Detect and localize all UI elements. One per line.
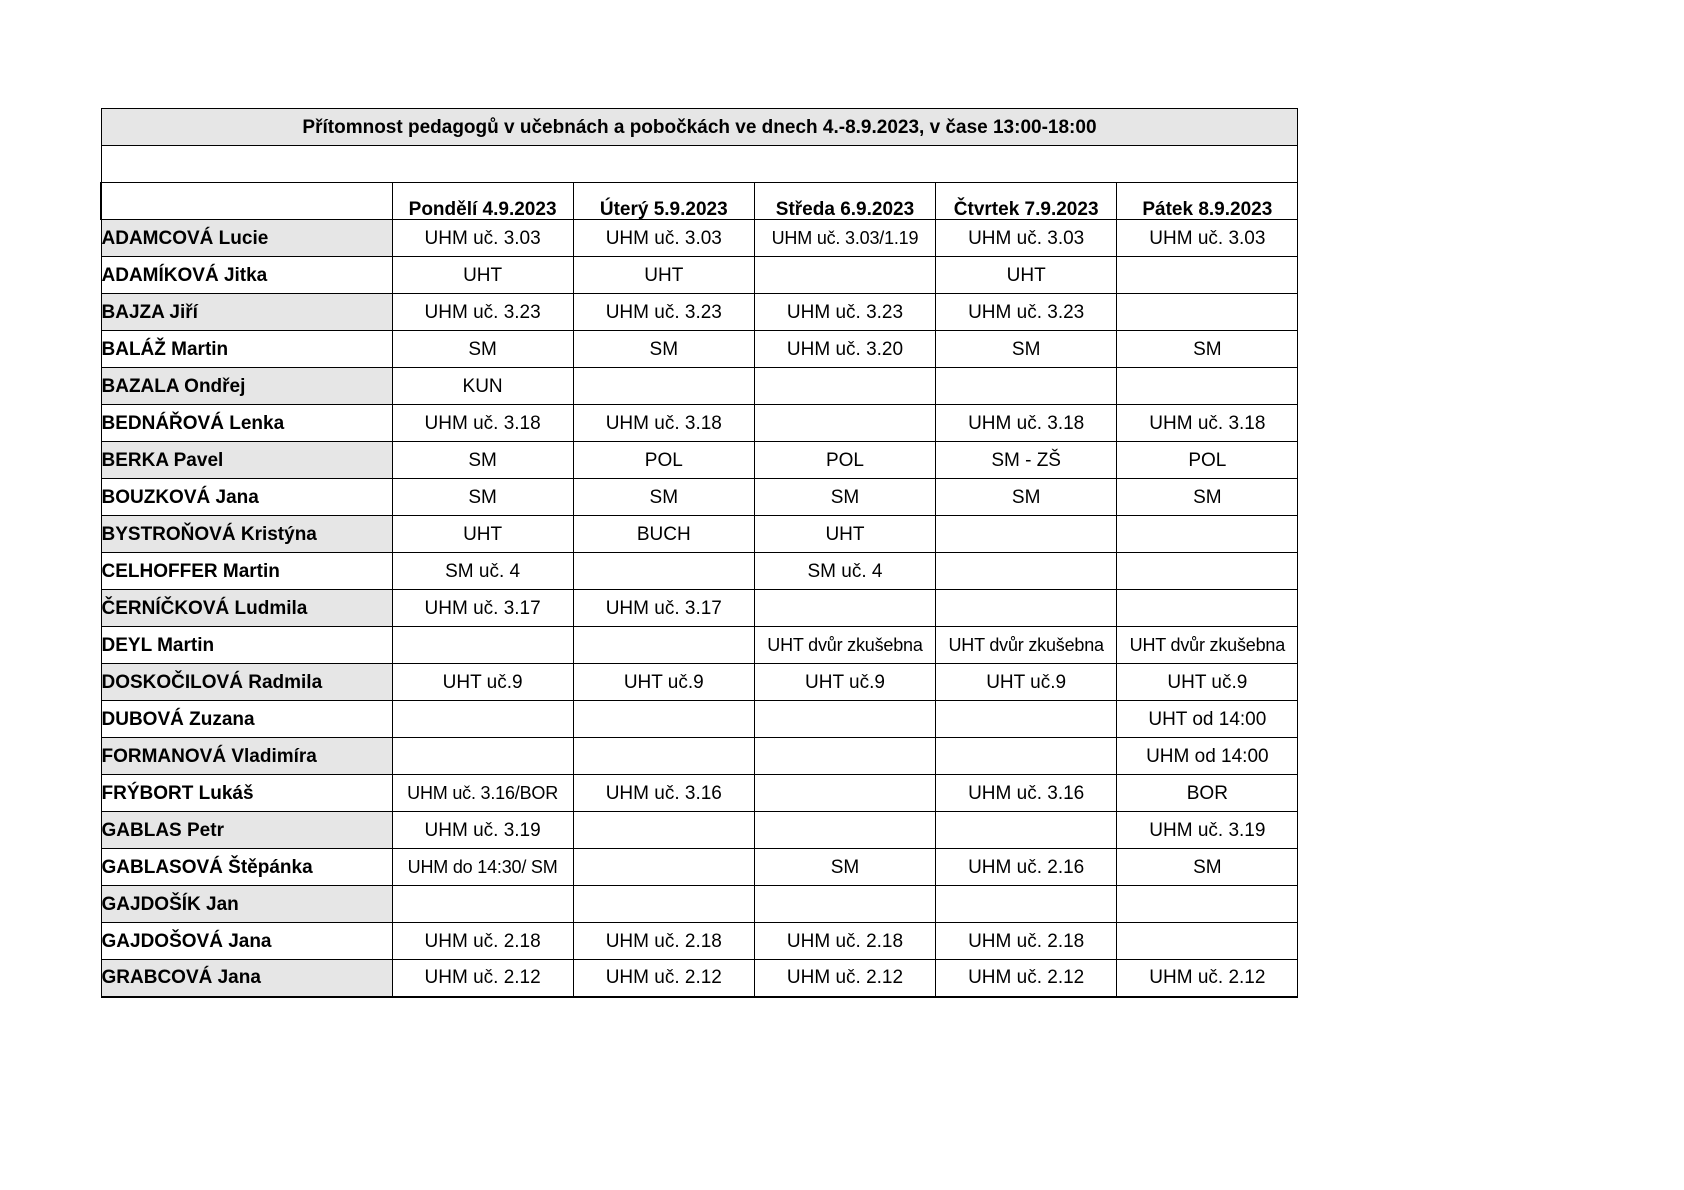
schedule-cell: UHM uč. 3.03	[1117, 220, 1298, 257]
schedule-cell	[573, 627, 754, 664]
schedule-cell	[754, 738, 935, 775]
schedule-cell: UHM uč. 2.12	[1117, 960, 1298, 997]
schedule-cell: UHM uč. 3.18	[1117, 405, 1298, 442]
table-row	[101, 664, 1298, 701]
schedule-cell	[392, 886, 573, 923]
table-row	[101, 479, 1298, 516]
day-header: Úterý 5.9.2023	[573, 183, 754, 220]
day-header: Pátek 8.9.2023	[1117, 183, 1298, 220]
table-row	[101, 442, 1298, 479]
table-row	[101, 553, 1298, 590]
schedule-cell	[573, 701, 754, 738]
schedule-cell: SM uč. 4	[392, 553, 573, 590]
schedule-cell	[754, 257, 935, 294]
day-header: Středa 6.9.2023	[754, 183, 935, 220]
schedule-cell: UHT uč.9	[573, 664, 754, 701]
table-row	[101, 849, 1298, 886]
teacher-name: BYSTROŇOVÁ Kristýna	[101, 516, 392, 553]
table-row	[101, 405, 1298, 442]
teacher-name: GAJDOŠOVÁ Jana	[101, 923, 392, 960]
schedule-cell	[936, 553, 1117, 590]
schedule-cell: UHM uč. 3.23	[754, 294, 935, 331]
schedule-cell: UHM uč. 3.17	[573, 590, 754, 627]
teacher-name: GAJDOŠÍK Jan	[101, 886, 392, 923]
schedule-cell: UHT	[392, 257, 573, 294]
schedule-cell: UHM uč. 3.19	[392, 812, 573, 849]
schedule-cell: UHT dvůr zkušebna	[1117, 627, 1298, 664]
schedule-cell	[392, 701, 573, 738]
header-row	[101, 183, 1298, 220]
schedule-cell: UHM uč. 3.23	[573, 294, 754, 331]
schedule-cell: UHM uč. 2.18	[936, 923, 1117, 960]
schedule-cell	[573, 553, 754, 590]
schedule-cell	[392, 738, 573, 775]
teacher-name: GABLASOVÁ Štěpánka	[101, 849, 392, 886]
schedule-cell: UHT uč.9	[392, 664, 573, 701]
schedule-cell: UHT uč.9	[936, 664, 1117, 701]
schedule-cell	[936, 812, 1117, 849]
schedule-cell: UHM uč. 3.20	[754, 331, 935, 368]
schedule-cell	[573, 812, 754, 849]
schedule-cell	[936, 886, 1117, 923]
schedule-cell: UHT	[392, 516, 573, 553]
teacher-name: BALÁŽ Martin	[101, 331, 392, 368]
schedule-cell	[1117, 294, 1298, 331]
schedule-cell	[936, 516, 1117, 553]
schedule-cell: SM	[392, 442, 573, 479]
schedule-cell: SM	[936, 331, 1117, 368]
schedule-cell: SM	[936, 479, 1117, 516]
day-header: Pondělí 4.9.2023	[392, 183, 573, 220]
schedule-cell: BOR	[1117, 775, 1298, 812]
schedule-cell: UHM uč. 3.18	[936, 405, 1117, 442]
schedule-cell	[754, 886, 935, 923]
schedule-cell: UHT dvůr zkušebna	[754, 627, 935, 664]
day-header: Čtvrtek 7.9.2023	[936, 183, 1117, 220]
table-row	[101, 886, 1298, 923]
schedule-cell: SM	[573, 479, 754, 516]
table-row	[101, 701, 1298, 738]
schedule-cell: UHM uč. 3.16	[573, 775, 754, 812]
schedule-cell	[936, 590, 1117, 627]
table-row	[101, 590, 1298, 627]
schedule-cell: UHM uč. 3.03	[573, 220, 754, 257]
schedule-cell: UHM uč. 3.23	[936, 294, 1117, 331]
schedule-cell: SM uč. 4	[754, 553, 935, 590]
schedule-cell: UHM uč. 2.16	[936, 849, 1117, 886]
teacher-name: ADAMCOVÁ Lucie	[101, 220, 392, 257]
schedule-cell: UHM uč. 3.03/1.19	[754, 220, 935, 257]
schedule-cell	[936, 701, 1117, 738]
page-title: Přítomnost pedagogů v učebnách a pobočkách ve dnech 4.-8.9.2023, v čase 13:00-18:00	[101, 109, 1298, 146]
schedule-cell	[754, 590, 935, 627]
schedule-cell: UHM uč. 3.18	[573, 405, 754, 442]
schedule-cell: SM	[392, 479, 573, 516]
schedule-cell: KUN	[392, 368, 573, 405]
schedule-sheet	[100, 108, 1297, 998]
schedule-table	[100, 108, 1298, 998]
teacher-name: GRABCOVÁ Jana	[101, 960, 392, 997]
teacher-name: BAJZA Jiří	[101, 294, 392, 331]
schedule-cell: UHT	[936, 257, 1117, 294]
schedule-cell	[1117, 923, 1298, 960]
schedule-cell: UHM uč. 2.12	[392, 960, 573, 997]
blank-row	[101, 146, 1298, 183]
table-row	[101, 627, 1298, 664]
schedule-cell: UHM uč. 3.23	[392, 294, 573, 331]
schedule-cell	[573, 886, 754, 923]
table-row	[101, 257, 1298, 294]
teacher-name: CELHOFFER Martin	[101, 553, 392, 590]
schedule-cell: SM	[392, 331, 573, 368]
table-row	[101, 960, 1298, 997]
schedule-cell	[936, 368, 1117, 405]
table-row	[101, 220, 1298, 257]
table-row	[101, 516, 1298, 553]
teacher-name: DUBOVÁ Zuzana	[101, 701, 392, 738]
schedule-cell	[1117, 516, 1298, 553]
schedule-cell	[754, 701, 935, 738]
schedule-cell: UHM uč. 2.18	[573, 923, 754, 960]
schedule-cell: UHM od 14:00	[1117, 738, 1298, 775]
schedule-cell: UHM uč. 3.19	[1117, 812, 1298, 849]
schedule-cell: POL	[573, 442, 754, 479]
schedule-cell: SM	[754, 479, 935, 516]
schedule-cell: UHM uč. 2.12	[936, 960, 1117, 997]
title-row	[101, 109, 1298, 146]
schedule-cell: POL	[754, 442, 935, 479]
schedule-cell	[754, 812, 935, 849]
teacher-name: GABLAS Petr	[101, 812, 392, 849]
table-row	[101, 812, 1298, 849]
teacher-name: DEYL Martin	[101, 627, 392, 664]
schedule-cell: UHT	[573, 257, 754, 294]
teacher-name: BEDNÁŘOVÁ Lenka	[101, 405, 392, 442]
schedule-cell: UHM uč. 2.18	[754, 923, 935, 960]
schedule-cell: UHM uč. 3.03	[936, 220, 1117, 257]
schedule-cell: SM	[1117, 479, 1298, 516]
teacher-name: FORMANOVÁ Vladimíra	[101, 738, 392, 775]
header-corner	[101, 183, 392, 220]
schedule-cell	[754, 368, 935, 405]
schedule-cell	[573, 368, 754, 405]
table-row	[101, 775, 1298, 812]
teacher-name: BOUZKOVÁ Jana	[101, 479, 392, 516]
schedule-cell: SM - ZŠ	[936, 442, 1117, 479]
table-row	[101, 923, 1298, 960]
schedule-cell: SM	[1117, 331, 1298, 368]
schedule-cell: UHM uč. 3.16/BOR	[392, 775, 573, 812]
schedule-cell: UHT uč.9	[754, 664, 935, 701]
table-row	[101, 331, 1298, 368]
schedule-cell: UHM uč. 3.03	[392, 220, 573, 257]
schedule-cell	[936, 738, 1117, 775]
schedule-cell: UHM do 14:30/ SM	[392, 849, 573, 886]
schedule-cell: BUCH	[573, 516, 754, 553]
schedule-cell: POL	[1117, 442, 1298, 479]
table-row	[101, 368, 1298, 405]
schedule-cell	[754, 405, 935, 442]
schedule-cell	[754, 775, 935, 812]
teacher-name: ADAMÍKOVÁ Jitka	[101, 257, 392, 294]
schedule-cell: UHT dvůr zkušebna	[936, 627, 1117, 664]
schedule-cell: UHM uč. 2.18	[392, 923, 573, 960]
schedule-cell: UHT uč.9	[1117, 664, 1298, 701]
teacher-name: ČERNÍČKOVÁ Ludmila	[101, 590, 392, 627]
schedule-cell: UHT	[754, 516, 935, 553]
schedule-cell	[1117, 257, 1298, 294]
schedule-cell	[1117, 553, 1298, 590]
schedule-cell: SM	[573, 331, 754, 368]
schedule-cell	[392, 627, 573, 664]
schedule-cell: SM	[1117, 849, 1298, 886]
schedule-cell: UHT od 14:00	[1117, 701, 1298, 738]
schedule-cell: UHM uč. 3.18	[392, 405, 573, 442]
schedule-cell: SM	[754, 849, 935, 886]
schedule-cell	[1117, 590, 1298, 627]
teacher-name: BAZALA Ondřej	[101, 368, 392, 405]
schedule-cell	[573, 849, 754, 886]
teacher-name: DOSKOČILOVÁ Radmila	[101, 664, 392, 701]
table-row	[101, 294, 1298, 331]
teacher-name: FRÝBORT Lukáš	[101, 775, 392, 812]
schedule-cell	[1117, 886, 1298, 923]
schedule-cell	[573, 738, 754, 775]
schedule-cell	[1117, 368, 1298, 405]
schedule-cell: UHM uč. 3.16	[936, 775, 1117, 812]
schedule-cell: UHM uč. 2.12	[754, 960, 935, 997]
table-row	[101, 738, 1298, 775]
schedule-cell: UHM uč. 2.12	[573, 960, 754, 997]
teacher-name: BERKA Pavel	[101, 442, 392, 479]
blank-cell	[101, 146, 1298, 183]
schedule-cell: UHM uč. 3.17	[392, 590, 573, 627]
